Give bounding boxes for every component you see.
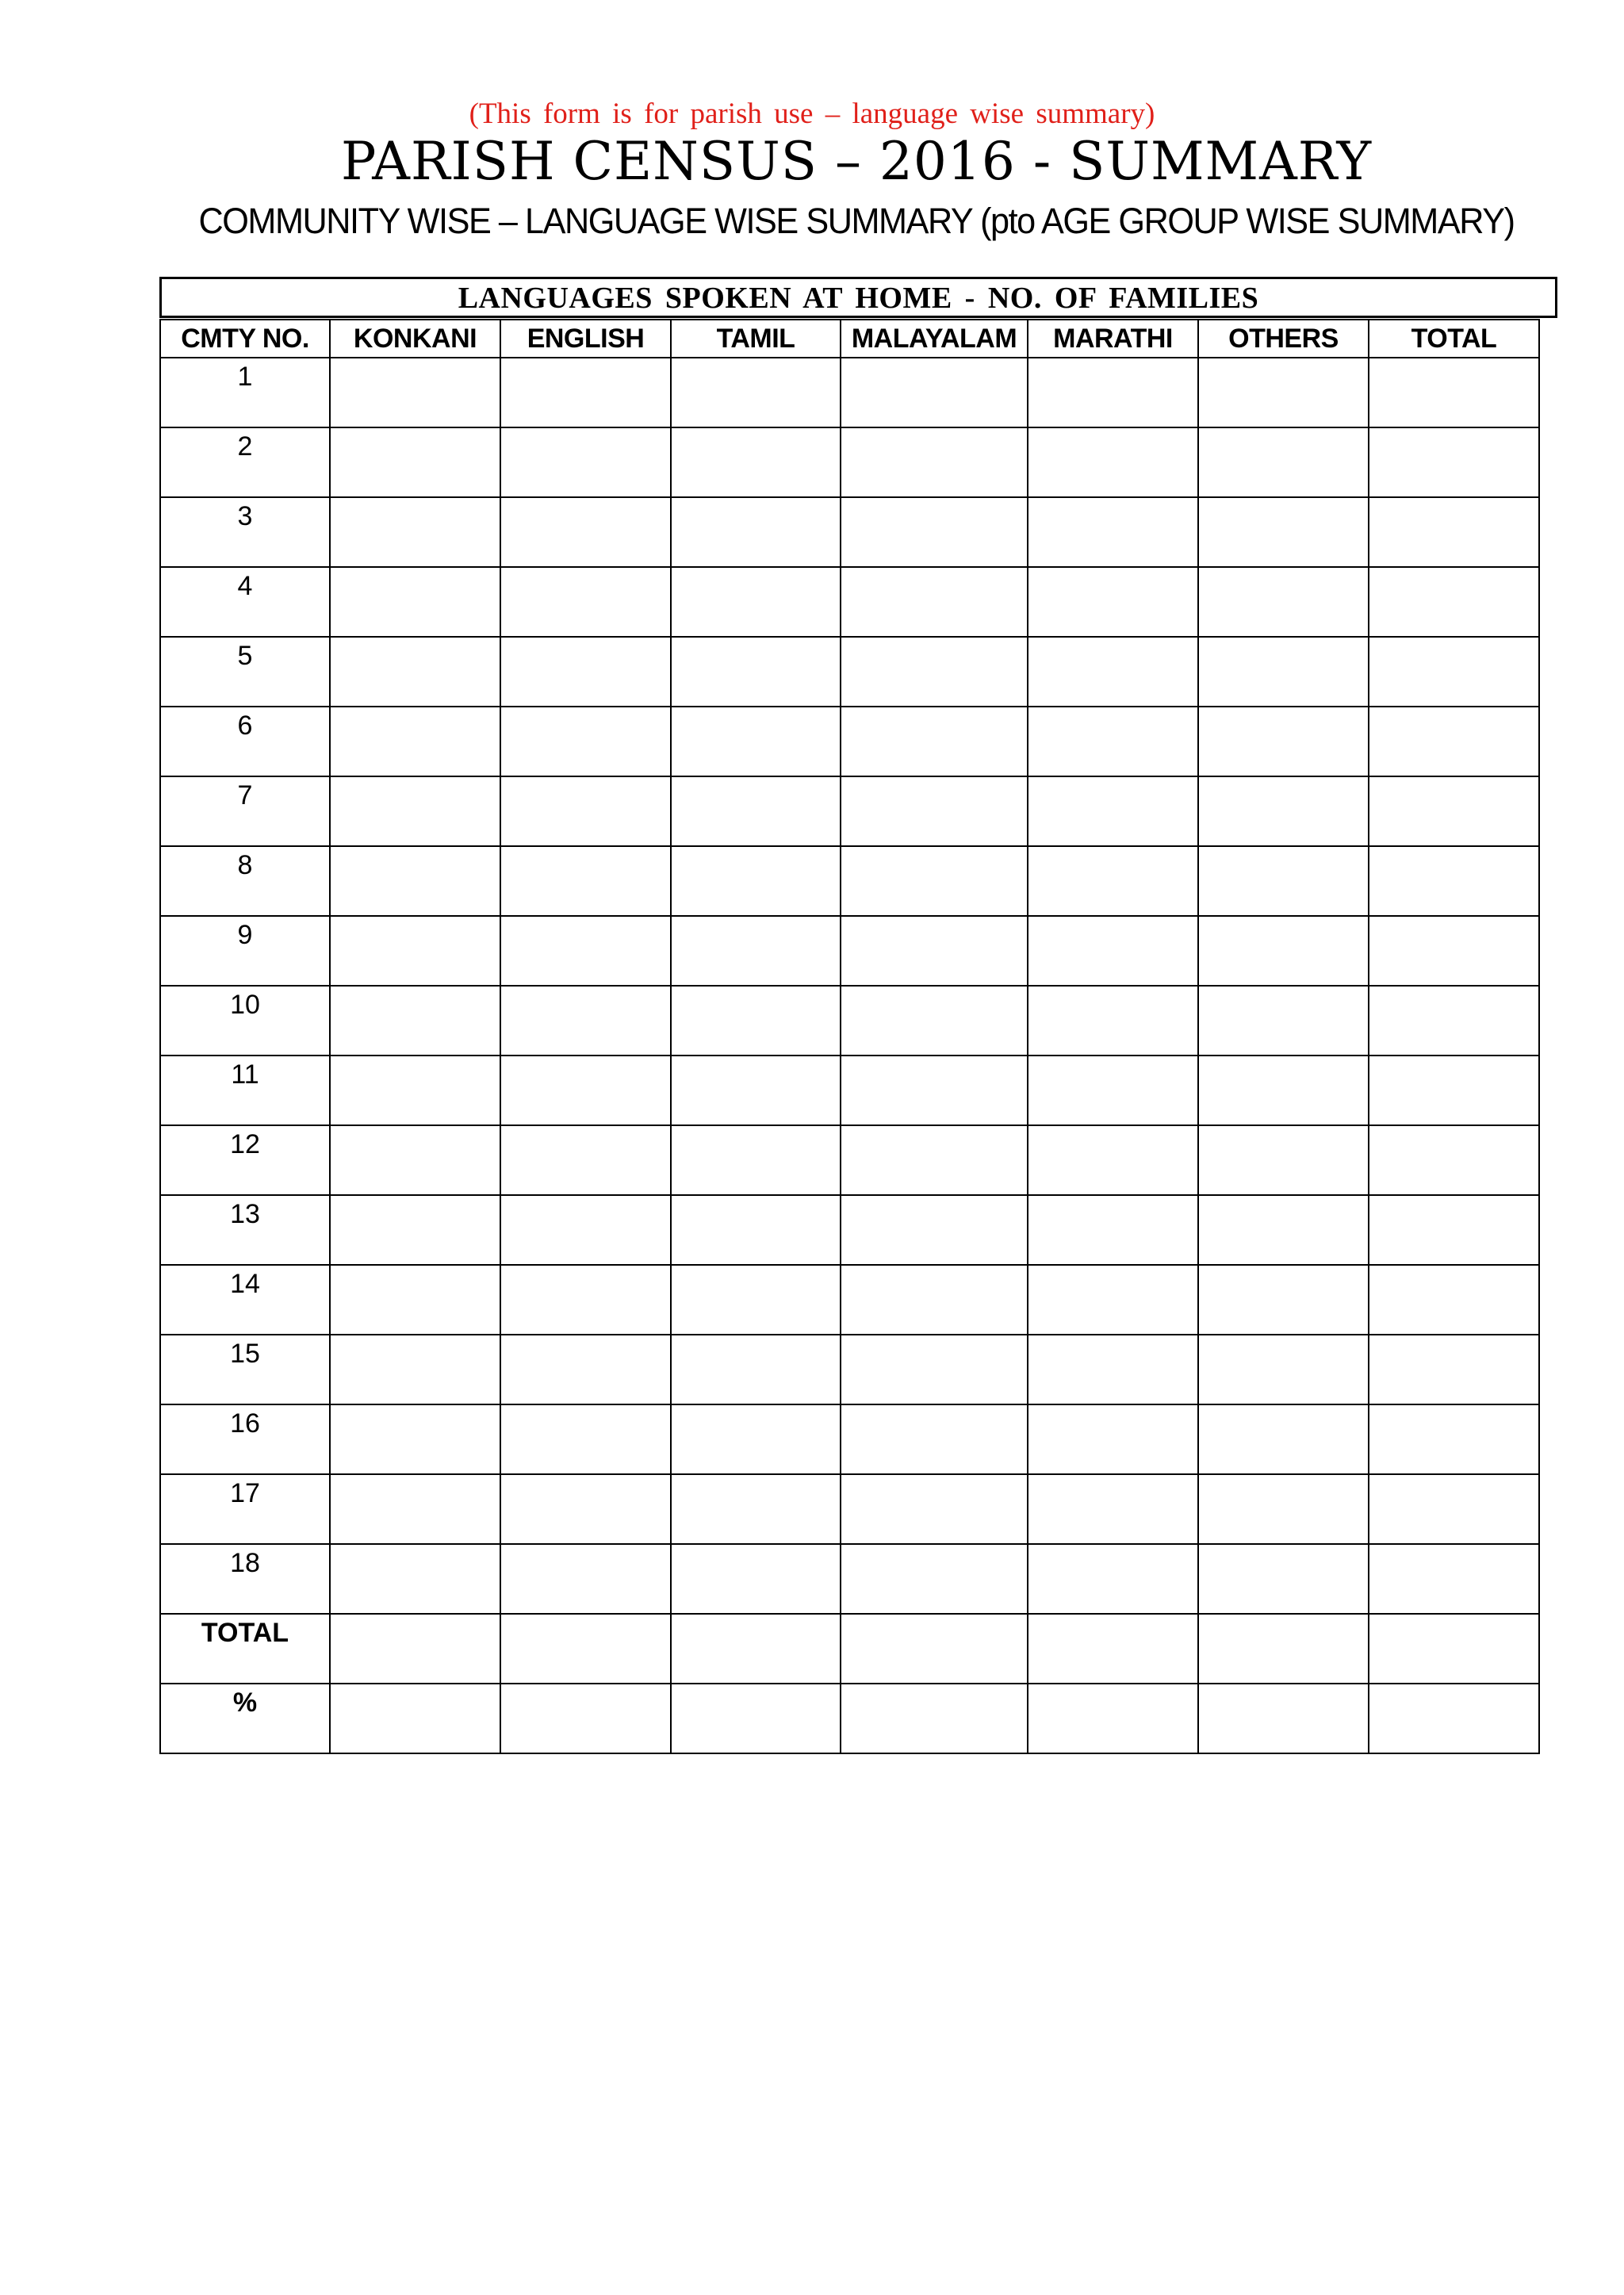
entry-cell[interactable] xyxy=(1028,1474,1198,1544)
entry-cell[interactable] xyxy=(841,1404,1028,1474)
entry-cell[interactable] xyxy=(1369,986,1539,1056)
entry-cell[interactable] xyxy=(500,1265,671,1335)
entry-cell[interactable] xyxy=(1369,1614,1539,1684)
entry-cell[interactable] xyxy=(330,637,500,707)
entry-cell[interactable] xyxy=(330,1474,500,1544)
entry-cell[interactable] xyxy=(500,1684,671,1753)
entry-cell[interactable] xyxy=(1028,1195,1198,1265)
entry-cell[interactable] xyxy=(500,1335,671,1404)
entry-cell[interactable] xyxy=(841,846,1028,916)
entry-cell[interactable] xyxy=(500,1195,671,1265)
entry-cell[interactable] xyxy=(671,1684,841,1753)
languages-group-heading: LANGUAGES SPOKEN AT HOME - NO. OF FAMILIES xyxy=(159,277,1557,318)
entry-cell[interactable] xyxy=(330,1195,500,1265)
entry-cell[interactable] xyxy=(1198,1404,1369,1474)
entry-cell[interactable] xyxy=(1198,916,1369,986)
table-row xyxy=(160,1056,1539,1125)
entry-cell[interactable] xyxy=(1028,567,1198,637)
column-header-tamil: TAMIL xyxy=(671,320,841,358)
entry-cell[interactable] xyxy=(330,707,500,776)
table-row xyxy=(160,846,1539,916)
row-label: 8 xyxy=(160,846,330,916)
entry-cell[interactable] xyxy=(1028,497,1198,567)
table-row xyxy=(160,567,1539,637)
row-label: 7 xyxy=(160,776,330,846)
table-row xyxy=(160,1684,1539,1753)
table-row xyxy=(160,1265,1539,1335)
row-label: 11 xyxy=(160,1056,330,1125)
entry-cell[interactable] xyxy=(1198,1684,1369,1753)
entry-cell[interactable] xyxy=(1198,986,1369,1056)
entry-cell[interactable] xyxy=(1198,1614,1369,1684)
entry-cell[interactable] xyxy=(671,1404,841,1474)
row-label: 2 xyxy=(160,427,330,497)
column-header-english: ENGLISH xyxy=(500,320,671,358)
entry-cell[interactable] xyxy=(330,1335,500,1404)
table-row xyxy=(160,916,1539,986)
entry-cell[interactable] xyxy=(1198,427,1369,497)
entry-cell[interactable] xyxy=(1369,1056,1539,1125)
entry-cell[interactable] xyxy=(841,1474,1028,1544)
entry-cell[interactable] xyxy=(671,567,841,637)
entry-cell[interactable] xyxy=(1198,637,1369,707)
row-label: 13 xyxy=(160,1195,330,1265)
entry-cell[interactable] xyxy=(500,497,671,567)
entry-cell[interactable] xyxy=(500,637,671,707)
entry-cell[interactable] xyxy=(1028,1684,1198,1753)
entry-cell[interactable] xyxy=(1028,358,1198,427)
column-header-malayalam: MALAYALAM xyxy=(841,320,1028,358)
entry-cell[interactable] xyxy=(1028,427,1198,497)
table-row xyxy=(160,1195,1539,1265)
entry-cell[interactable] xyxy=(1198,1125,1369,1195)
row-label: 6 xyxy=(160,707,330,776)
entry-cell[interactable] xyxy=(671,1056,841,1125)
row-label: 3 xyxy=(160,497,330,567)
entry-cell[interactable] xyxy=(500,427,671,497)
entry-cell[interactable] xyxy=(841,427,1028,497)
entry-cell[interactable] xyxy=(671,1335,841,1404)
entry-cell[interactable] xyxy=(1369,707,1539,776)
entry-cell[interactable] xyxy=(1369,497,1539,567)
column-header-others: OTHERS xyxy=(1198,320,1369,358)
table-row xyxy=(160,1404,1539,1474)
entry-cell[interactable] xyxy=(671,1195,841,1265)
entry-cell[interactable] xyxy=(671,358,841,427)
table-header-row xyxy=(160,320,1539,358)
entry-cell[interactable] xyxy=(1369,358,1539,427)
entry-cell[interactable] xyxy=(841,776,1028,846)
entry-cell[interactable] xyxy=(1028,846,1198,916)
row-label: 16 xyxy=(160,1404,330,1474)
entry-cell[interactable] xyxy=(841,986,1028,1056)
entry-cell[interactable] xyxy=(1198,707,1369,776)
row-label: 17 xyxy=(160,1474,330,1544)
entry-cell[interactable] xyxy=(1028,1335,1198,1404)
entry-cell[interactable] xyxy=(1369,1544,1539,1614)
entry-cell[interactable] xyxy=(671,916,841,986)
page-subtitle: COMMUNITY WISE – LANGUAGE WISE SUMMARY (pto AGE GROUP WISE SUMMARY) xyxy=(198,201,1515,241)
entry-cell[interactable] xyxy=(841,1335,1028,1404)
entry-cell[interactable] xyxy=(1028,707,1198,776)
page-title: PARISH CENSUS – 2016 - SUMMARY xyxy=(340,131,1373,192)
row-label: 5 xyxy=(160,637,330,707)
entry-cell[interactable] xyxy=(671,1544,841,1614)
entry-cell[interactable] xyxy=(1198,846,1369,916)
entry-cell[interactable] xyxy=(330,1614,500,1684)
entry-cell[interactable] xyxy=(330,846,500,916)
entry-cell[interactable] xyxy=(671,846,841,916)
entry-cell[interactable] xyxy=(330,1684,500,1753)
table-row xyxy=(160,427,1539,497)
entry-cell[interactable] xyxy=(1028,1614,1198,1684)
entry-cell[interactable] xyxy=(500,707,671,776)
entry-cell[interactable] xyxy=(500,1544,671,1614)
entry-cell[interactable] xyxy=(1369,776,1539,846)
entry-cell[interactable] xyxy=(1369,1125,1539,1195)
table-row xyxy=(160,1614,1539,1684)
table-row xyxy=(160,707,1539,776)
entry-cell[interactable] xyxy=(671,1125,841,1195)
entry-cell[interactable] xyxy=(671,497,841,567)
column-header-total: TOTAL xyxy=(1369,320,1539,358)
table-row xyxy=(160,1125,1539,1195)
entry-cell[interactable] xyxy=(330,1544,500,1614)
entry-cell[interactable] xyxy=(500,1614,671,1684)
entry-cell[interactable] xyxy=(671,637,841,707)
table-row xyxy=(160,986,1539,1056)
language-summary-table xyxy=(159,319,1540,1754)
entry-cell[interactable] xyxy=(841,1125,1028,1195)
table-row xyxy=(160,1474,1539,1544)
entry-cell[interactable] xyxy=(841,1684,1028,1753)
entry-cell[interactable] xyxy=(330,916,500,986)
entry-cell[interactable] xyxy=(1369,1335,1539,1404)
entry-cell[interactable] xyxy=(1198,1265,1369,1335)
entry-cell[interactable] xyxy=(500,1056,671,1125)
row-label: 14 xyxy=(160,1265,330,1335)
entry-cell[interactable] xyxy=(330,1125,500,1195)
entry-cell[interactable] xyxy=(671,1265,841,1335)
entry-cell[interactable] xyxy=(1369,567,1539,637)
entry-cell[interactable] xyxy=(841,1195,1028,1265)
table-body xyxy=(160,358,1539,1753)
entry-cell[interactable] xyxy=(500,358,671,427)
entry-cell[interactable] xyxy=(1198,1335,1369,1404)
row-label: 9 xyxy=(160,916,330,986)
row-label: 18 xyxy=(160,1544,330,1614)
table-row xyxy=(160,1544,1539,1614)
entry-cell[interactable] xyxy=(1198,358,1369,427)
entry-cell[interactable] xyxy=(841,1056,1028,1125)
entry-cell[interactable] xyxy=(841,1544,1028,1614)
entry-cell[interactable] xyxy=(500,1474,671,1544)
entry-cell[interactable] xyxy=(330,1265,500,1335)
entry-cell[interactable] xyxy=(1369,1404,1539,1474)
row-label: 1 xyxy=(160,358,330,427)
table-row xyxy=(160,776,1539,846)
entry-cell[interactable] xyxy=(500,986,671,1056)
entry-cell[interactable] xyxy=(330,358,500,427)
row-label: TOTAL xyxy=(160,1614,330,1684)
entry-cell[interactable] xyxy=(1028,1544,1198,1614)
entry-cell[interactable] xyxy=(841,707,1028,776)
entry-cell[interactable] xyxy=(330,776,500,846)
entry-cell[interactable] xyxy=(1028,1265,1198,1335)
entry-cell[interactable] xyxy=(1198,1474,1369,1544)
entry-cell[interactable] xyxy=(1369,846,1539,916)
table-row xyxy=(160,497,1539,567)
entry-cell[interactable] xyxy=(671,707,841,776)
entry-cell[interactable] xyxy=(500,567,671,637)
entry-cell[interactable] xyxy=(330,1404,500,1474)
entry-cell[interactable] xyxy=(330,497,500,567)
column-header-konkani: KONKANI xyxy=(330,320,500,358)
entry-cell[interactable] xyxy=(671,986,841,1056)
entry-cell[interactable] xyxy=(1369,1474,1539,1544)
entry-cell[interactable] xyxy=(1198,497,1369,567)
table-row xyxy=(160,637,1539,707)
entry-cell[interactable] xyxy=(500,1404,671,1474)
entry-cell[interactable] xyxy=(1028,916,1198,986)
entry-cell[interactable] xyxy=(671,1474,841,1544)
entry-cell[interactable] xyxy=(1369,637,1539,707)
entry-cell[interactable] xyxy=(841,358,1028,427)
entry-cell[interactable] xyxy=(841,1265,1028,1335)
entry-cell[interactable] xyxy=(500,776,671,846)
entry-cell[interactable] xyxy=(500,916,671,986)
entry-cell[interactable] xyxy=(1198,567,1369,637)
usage-note: (This form is for parish use – language wise summary) xyxy=(469,98,1155,130)
row-label: 10 xyxy=(160,986,330,1056)
entry-cell[interactable] xyxy=(1028,1404,1198,1474)
entry-cell[interactable] xyxy=(1198,776,1369,846)
entry-cell[interactable] xyxy=(500,1125,671,1195)
entry-cell[interactable] xyxy=(671,776,841,846)
entry-cell[interactable] xyxy=(330,986,500,1056)
entry-cell[interactable] xyxy=(1369,916,1539,986)
entry-cell[interactable] xyxy=(671,427,841,497)
entry-cell[interactable] xyxy=(1369,1265,1539,1335)
entry-cell[interactable] xyxy=(1369,427,1539,497)
entry-cell[interactable] xyxy=(1198,1056,1369,1125)
entry-cell[interactable] xyxy=(330,567,500,637)
row-label: % xyxy=(160,1684,330,1753)
entry-cell[interactable] xyxy=(330,427,500,497)
table-row xyxy=(160,358,1539,427)
entry-cell[interactable] xyxy=(1028,986,1198,1056)
row-label: 15 xyxy=(160,1335,330,1404)
entry-cell[interactable] xyxy=(1198,1544,1369,1614)
entry-cell[interactable] xyxy=(1369,1684,1539,1753)
row-label: 12 xyxy=(160,1125,330,1195)
entry-cell[interactable] xyxy=(1028,1125,1198,1195)
table-row xyxy=(160,1335,1539,1404)
entry-cell[interactable] xyxy=(841,1614,1028,1684)
row-label: 4 xyxy=(160,567,330,637)
entry-cell[interactable] xyxy=(1028,637,1198,707)
entry-cell[interactable] xyxy=(841,637,1028,707)
entry-cell[interactable] xyxy=(500,846,671,916)
entry-cell[interactable] xyxy=(841,916,1028,986)
column-header-marathi: MARATHI xyxy=(1028,320,1198,358)
entry-cell[interactable] xyxy=(1028,1056,1198,1125)
entry-cell[interactable] xyxy=(671,1614,841,1684)
entry-cell[interactable] xyxy=(1028,776,1198,846)
entry-cell[interactable] xyxy=(841,497,1028,567)
entry-cell[interactable] xyxy=(1198,1195,1369,1265)
column-header-cmty-no: CMTY NO. xyxy=(160,320,330,358)
entry-cell[interactable] xyxy=(1369,1195,1539,1265)
entry-cell[interactable] xyxy=(841,567,1028,637)
entry-cell[interactable] xyxy=(330,1056,500,1125)
